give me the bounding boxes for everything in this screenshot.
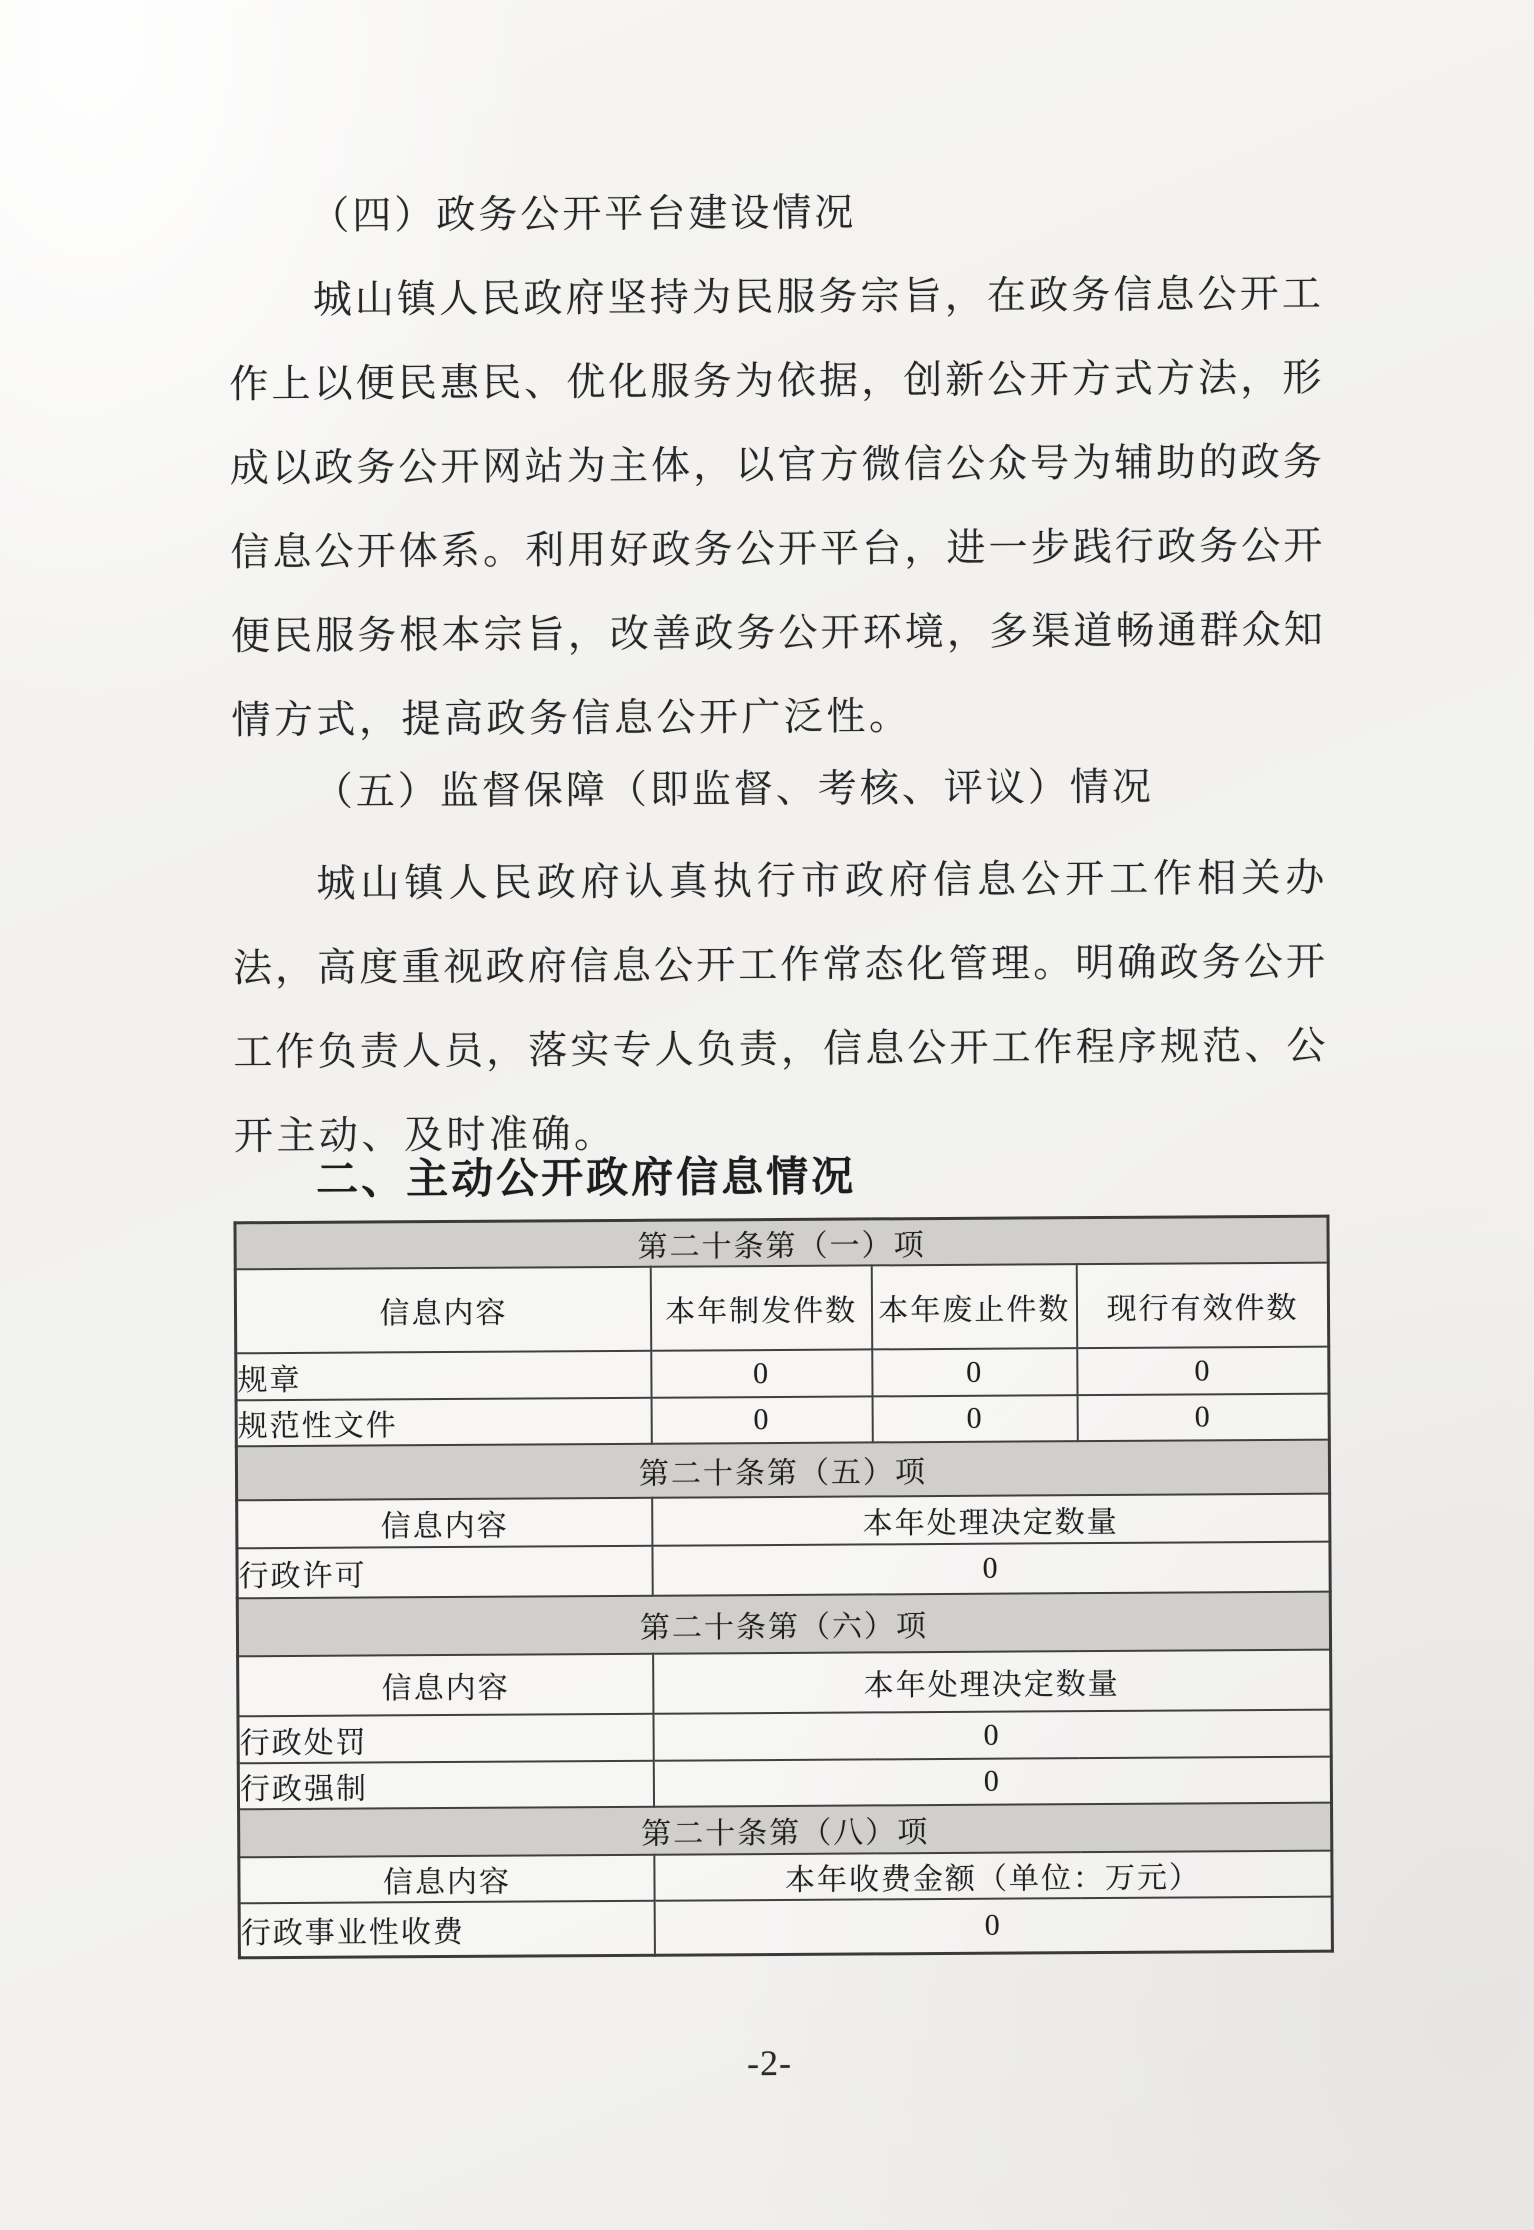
table-band-row <box>237 1592 1330 1657</box>
band-article20-item5: 第二十条第（五）项 <box>236 1440 1329 1501</box>
column-header: 现行有效件数 <box>1077 1263 1329 1349</box>
paragraph-line: 开主动、及时准确。 <box>233 1112 617 1159</box>
section-heading-four-text: （四）政务公开平台建设情况 <box>310 191 857 238</box>
row-label: 行政强制 <box>238 1761 654 1810</box>
cell-value: 0 <box>872 1395 1078 1442</box>
paragraph-line: 便民服务根本宗旨，改善政务公开环境，多渠道畅通群众知 <box>230 608 1323 659</box>
row-label: 行政处罚 <box>238 1714 654 1764</box>
disclosure-table <box>233 1215 1333 1959</box>
table-header-row <box>237 1494 1330 1549</box>
band-article20-item6: 第二十条第（六）项 <box>237 1592 1330 1657</box>
cell-value: 0 <box>1078 1394 1330 1442</box>
row-label: 规范性文件 <box>236 1398 652 1447</box>
paragraph-line: 成以政务公开网站为主体，以官方微信公众号为辅助的政务 <box>229 440 1322 491</box>
column-header: 信息内容 <box>238 1654 654 1717</box>
table-row <box>239 1897 1332 1958</box>
paragraph-line: 信息公开体系。利用好政务公开平台，进一步践行政务公开 <box>230 524 1323 575</box>
cell-value: 0 <box>652 1542 1330 1596</box>
table-header-row <box>238 1650 1331 1717</box>
cell-value: 0 <box>651 1349 872 1397</box>
row-label: 行政许可 <box>237 1546 653 1599</box>
section-heading-five <box>232 745 1326 836</box>
table-row <box>236 1347 1329 1401</box>
column-header: 本年处理决定数量 <box>653 1650 1331 1714</box>
table-row <box>236 1394 1329 1447</box>
table-header-row <box>235 1263 1328 1354</box>
row-label: 行政事业性收费 <box>239 1901 655 1958</box>
paragraph-line: 城山镇人民政府认真执行市政府信息公开工作相关办 <box>316 856 1325 906</box>
column-header: 本年处理决定数量 <box>652 1494 1330 1546</box>
table-row <box>238 1757 1331 1810</box>
paragraph-supervision <box>232 837 1326 1180</box>
page-number: -2- <box>746 2042 793 2084</box>
row-label: 规章 <box>236 1351 652 1401</box>
column-header: 信息内容 <box>239 1855 655 1904</box>
section-heading-five-text: （五）监督保障（即监督、考核、评议）情况 <box>313 765 1154 814</box>
table-band-row <box>236 1440 1329 1501</box>
cell-value: 0 <box>653 1710 1331 1761</box>
cell-value: 0 <box>651 1396 872 1443</box>
paragraph-line: 城山镇人民政府坚持为民服务宗旨，在政务信息公开工 <box>312 272 1321 322</box>
table-row <box>237 1542 1330 1599</box>
table-band-row <box>239 1803 1332 1858</box>
column-header: 信息内容 <box>237 1498 653 1549</box>
paragraph-line: 情方式，提高政务信息公开广泛性。 <box>231 695 912 743</box>
table-row <box>238 1710 1331 1764</box>
column-header: 本年收费金额（单位：万元） <box>654 1851 1332 1901</box>
table-header-row <box>239 1851 1332 1904</box>
band-article20-item1: 第二十条第（一）项 <box>235 1216 1328 1269</box>
main-heading-two: 二、主动公开政府信息情况 <box>316 1152 857 1203</box>
cell-value: 0 <box>1077 1347 1329 1396</box>
column-header: 本年废止件数 <box>871 1264 1077 1349</box>
section-heading-four <box>228 169 1322 260</box>
paragraph-platform <box>229 253 1324 764</box>
paragraph-line: 工作负责人员，落实专人负责，信息公开工作程序规范、公 <box>233 1024 1326 1075</box>
column-header: 本年制发件数 <box>651 1265 872 1350</box>
paragraph-line: 法，高度重视政府信息公开工作常态化管理。明确政务公开 <box>232 940 1326 991</box>
band-article20-item8: 第二十条第（八）项 <box>239 1803 1332 1858</box>
cell-value: 0 <box>872 1348 1078 1396</box>
page-content <box>227 0 1326 2084</box>
paragraph-line: 作上以便民惠民、优化服务为依据，创新公开方式方法，形 <box>229 356 1322 407</box>
table-band-row <box>235 1216 1328 1269</box>
cell-value: 0 <box>654 1757 1332 1807</box>
cell-value: 0 <box>654 1897 1332 1955</box>
column-header: 信息内容 <box>235 1267 651 1354</box>
